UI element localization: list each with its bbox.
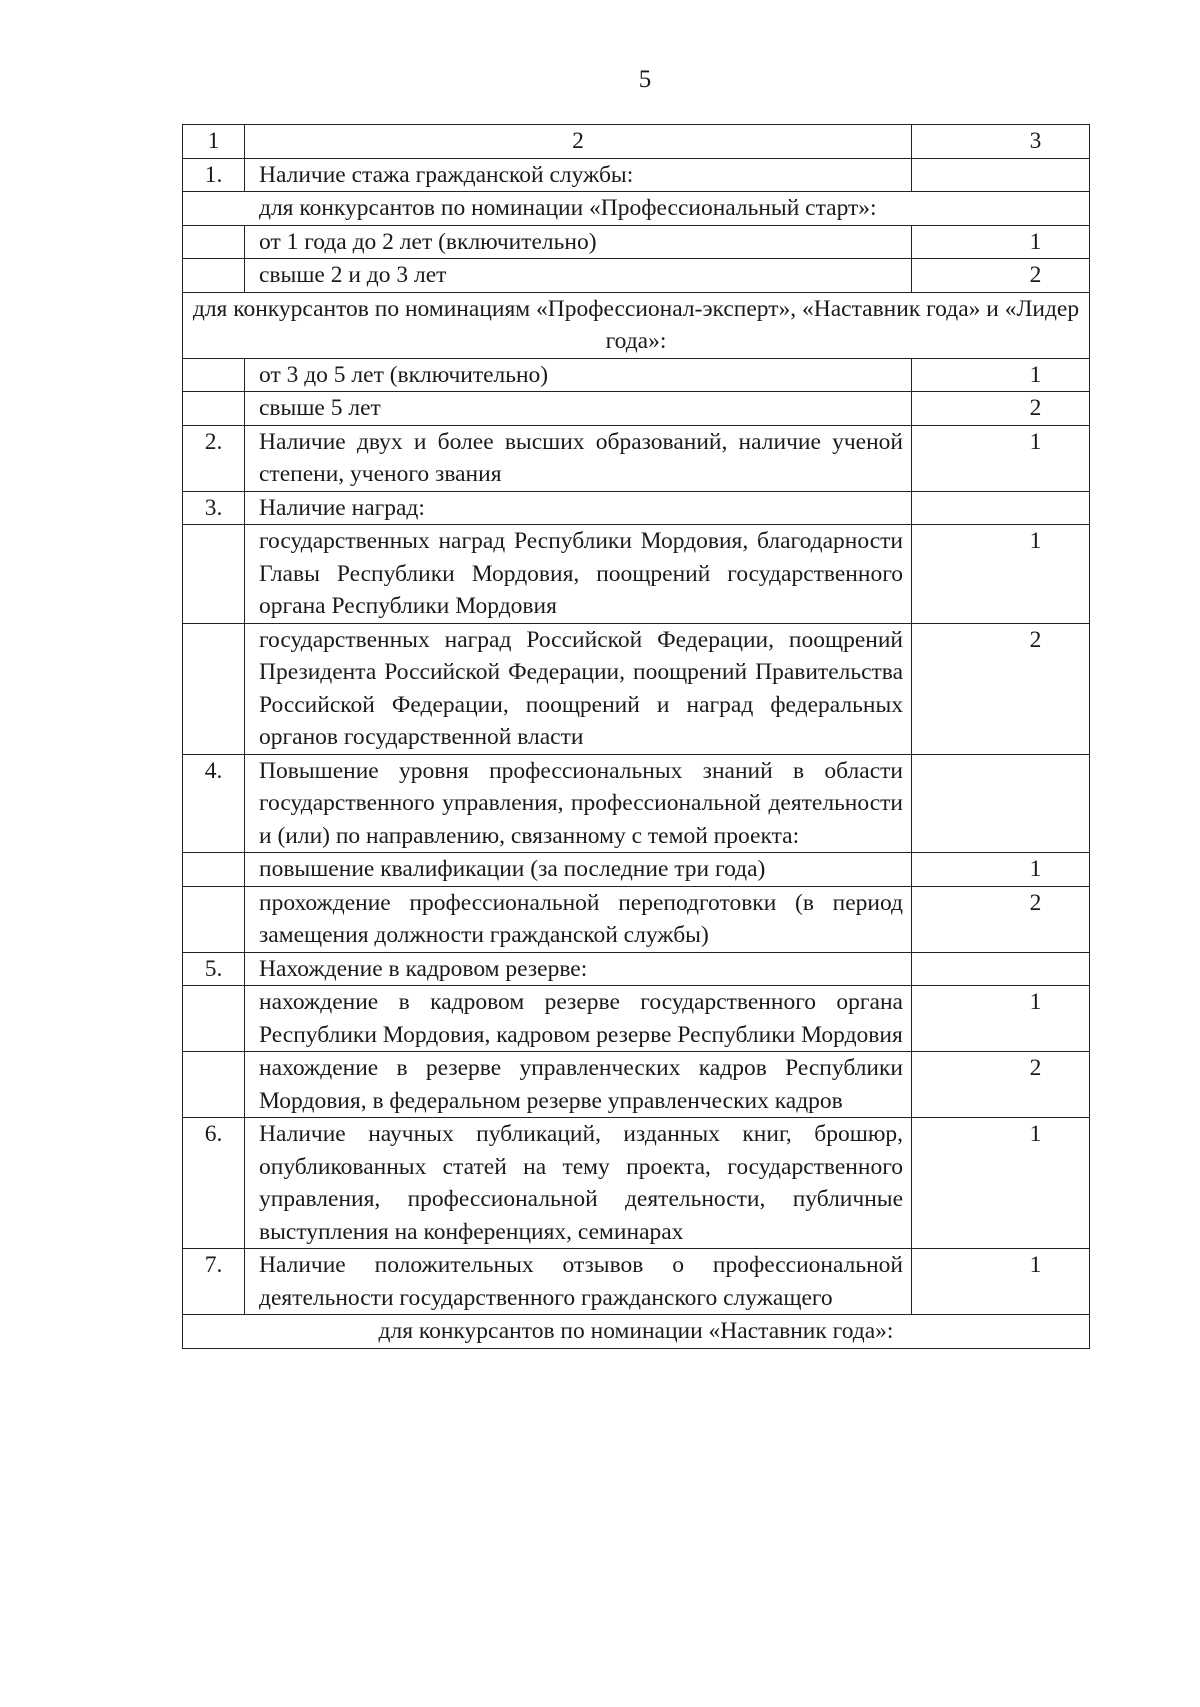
points-cell: 1 xyxy=(912,853,1090,887)
criterion-cell: Наличие научных публикаций, изданных книг, брошюр, опубликованных статей на тему проекта, государственного управления, профессиональной деятельности, публичные выступления на конференциях, семинарах xyxy=(245,1118,912,1249)
points-cell: 2 xyxy=(912,623,1090,754)
table-row xyxy=(183,754,1090,853)
table-row xyxy=(183,425,1090,491)
table-row xyxy=(183,358,1090,392)
row-number-cell: 7. xyxy=(183,1249,245,1315)
points-cell: 1 xyxy=(912,358,1090,392)
subheading-cell: для конкурсантов по номинации «Профессиональный старт»: xyxy=(183,192,1090,226)
criterion-cell: государственных наград Российской Федерации, поощрений Президента Российской Федерации, поощрений Правительства Российской Федерации, поощрений и наград федеральных органов государственной власти xyxy=(245,623,912,754)
points-cell: 1 xyxy=(912,986,1090,1052)
table-header-row xyxy=(183,125,1090,159)
criterion-cell: прохождение профессиональной переподготовки (в период замещения должности гражданской службы) xyxy=(245,886,912,952)
row-number-cell xyxy=(183,886,245,952)
row-number-cell xyxy=(183,1052,245,1118)
points-cell: 2 xyxy=(912,392,1090,426)
row-number-cell xyxy=(183,623,245,754)
row-number-cell: 5. xyxy=(183,952,245,986)
table-row xyxy=(183,853,1090,887)
criterion-cell: Повышение уровня профессиональных знаний в области государственного управления, профессиональной деятельности и (или) по направлению, связанному с темой проекта: xyxy=(245,754,912,853)
row-number-cell: 6. xyxy=(183,1118,245,1249)
points-cell: 2 xyxy=(912,259,1090,293)
points-cell: 2 xyxy=(912,886,1090,952)
criterion-cell: свыше 2 и до 3 лет xyxy=(245,259,912,293)
criterion-cell: Наличие наград: xyxy=(245,491,912,525)
points-cell: 2 xyxy=(912,1052,1090,1118)
table-row xyxy=(183,623,1090,754)
criterion-cell: Наличие стажа гражданской службы: xyxy=(245,158,912,192)
table-row xyxy=(183,952,1090,986)
points-cell: 1 xyxy=(912,425,1090,491)
criterion-cell: нахождение в резерве управленческих кадров Республики Мордовия, в федеральном резерве управленческих кадров xyxy=(245,1052,912,1118)
criteria-table xyxy=(182,124,1090,1349)
table-row xyxy=(183,158,1090,192)
table-row xyxy=(183,986,1090,1052)
criterion-cell: Наличие двух и более высших образований, наличие ученой степени, ученого звания xyxy=(245,425,912,491)
table-row xyxy=(183,1249,1090,1315)
table-row xyxy=(183,392,1090,426)
row-number-cell xyxy=(183,358,245,392)
points-cell xyxy=(912,158,1090,192)
criterion-cell: от 1 года до 2 лет (включительно) xyxy=(245,225,912,259)
subheading-cell: для конкурсантов по номинациям «Профессионал-эксперт», «Наставник года» и «Лидер года»: xyxy=(183,292,1090,358)
row-number-cell xyxy=(183,259,245,293)
points-cell xyxy=(912,491,1090,525)
table-row xyxy=(183,1118,1090,1249)
row-number-cell: 1. xyxy=(183,158,245,192)
table-subheading-row xyxy=(183,292,1090,358)
points-cell xyxy=(912,952,1090,986)
row-number-cell: 2. xyxy=(183,425,245,491)
table-row xyxy=(183,225,1090,259)
table-row xyxy=(183,525,1090,624)
header-cell-number: 1 xyxy=(183,125,245,159)
row-number-cell: 3. xyxy=(183,491,245,525)
table-row xyxy=(183,886,1090,952)
criterion-cell: нахождение в кадровом резерве государственного органа Республики Мордовия, кадровом резерве Республики Мордовия xyxy=(245,986,912,1052)
criterion-cell: государственных наград Республики Мордовия, благодарности Главы Республики Мордовия, поощрений государственного органа Республики Мордовия xyxy=(245,525,912,624)
criterion-cell: от 3 до 5 лет (включительно) xyxy=(245,358,912,392)
criterion-cell: Наличие положительных отзывов о профессиональной деятельности государственного гражданского служащего xyxy=(245,1249,912,1315)
row-number-cell xyxy=(183,853,245,887)
points-cell: 1 xyxy=(912,1249,1090,1315)
points-cell: 1 xyxy=(912,1118,1090,1249)
row-number-cell xyxy=(183,392,245,426)
subheading-cell: для конкурсантов по номинации «Наставник года»: xyxy=(183,1315,1090,1349)
table-subheading-row xyxy=(183,192,1090,226)
header-cell-points: 3 xyxy=(912,125,1090,159)
header-cell-criterion: 2 xyxy=(245,125,912,159)
row-number-cell xyxy=(183,986,245,1052)
points-cell: 1 xyxy=(912,225,1090,259)
table-row xyxy=(183,491,1090,525)
criterion-cell: свыше 5 лет xyxy=(245,392,912,426)
row-number-cell xyxy=(183,525,245,624)
table-subheading-row xyxy=(183,1315,1090,1349)
points-cell xyxy=(912,754,1090,853)
table-row xyxy=(183,1052,1090,1118)
page-number: 5 xyxy=(638,66,652,93)
row-number-cell: 4. xyxy=(183,754,245,853)
points-cell: 1 xyxy=(912,525,1090,624)
criterion-cell: повышение квалификации (за последние три года) xyxy=(245,853,912,887)
table-row xyxy=(183,259,1090,293)
row-number-cell xyxy=(183,225,245,259)
criteria-table-body xyxy=(183,125,1090,1349)
criterion-cell: Нахождение в кадровом резерве: xyxy=(245,952,912,986)
